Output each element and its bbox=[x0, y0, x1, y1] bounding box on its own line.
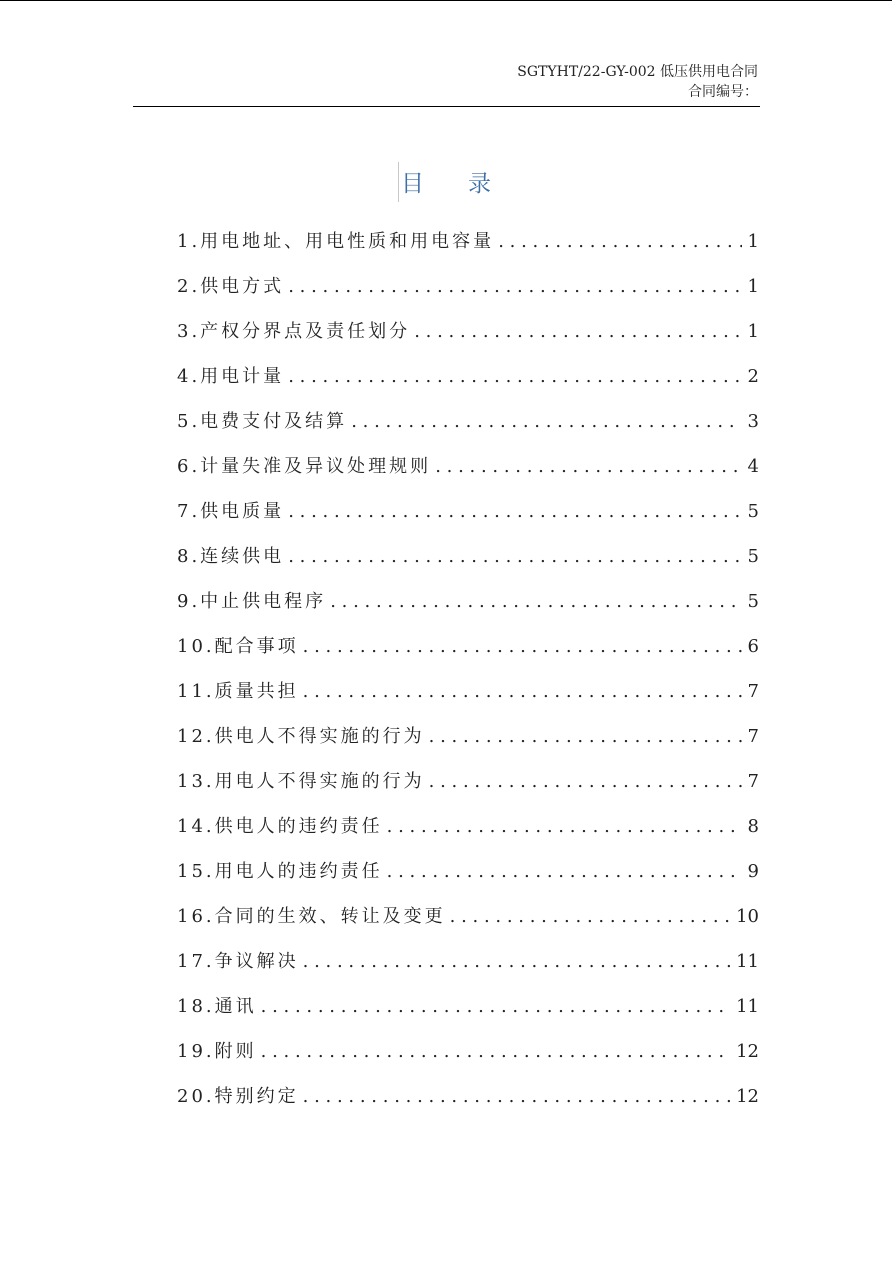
toc-entry-label: 3.产权分界点及责任划分 bbox=[177, 321, 411, 342]
toc-entry-label: 2.供电方式 bbox=[177, 276, 285, 297]
toc-entry-label: 15.用电人的违约责任 bbox=[177, 861, 383, 882]
toc-entry-page: 10 bbox=[736, 906, 759, 927]
toc-leader-dots bbox=[288, 357, 741, 397]
toc-entry[interactable] bbox=[177, 852, 759, 897]
toc-leader-dots bbox=[303, 942, 730, 982]
toc-entry-label: 9.中止供电程序 bbox=[177, 591, 327, 612]
toc-leader-dots bbox=[498, 222, 741, 262]
toc-entry[interactable] bbox=[177, 492, 759, 537]
toc-entry[interactable] bbox=[177, 1077, 759, 1122]
toc-leader-dots bbox=[387, 852, 742, 892]
toc-entry-label: 20.特别约定 bbox=[177, 1086, 299, 1107]
header-document-code: SGTYHT/22-GY-002 低压供用电合同 bbox=[517, 64, 758, 80]
toc-leader-dots bbox=[288, 537, 741, 577]
toc-leader-dots bbox=[303, 672, 742, 712]
toc-entry-page: 5 bbox=[747, 546, 759, 567]
toc-entry[interactable] bbox=[177, 447, 759, 492]
toc-entry-label: 11.质量共担 bbox=[177, 681, 299, 702]
toc-entry-page: 2 bbox=[747, 366, 759, 387]
toc-entry[interactable] bbox=[177, 897, 759, 942]
toc-entry-label: 1.用电地址、用电性质和用电容量 bbox=[177, 231, 495, 252]
toc-leader-dots bbox=[303, 627, 742, 667]
toc-leader-dots bbox=[288, 492, 741, 532]
toc-entry[interactable] bbox=[177, 807, 759, 852]
toc-entry[interactable] bbox=[177, 267, 759, 312]
toc-title-char-2: 录 bbox=[468, 171, 491, 197]
toc-entry[interactable] bbox=[177, 1032, 759, 1077]
toc-entry-label: 17.争议解决 bbox=[177, 951, 299, 972]
toc-entry-page: 9 bbox=[747, 861, 759, 882]
toc-entry[interactable] bbox=[177, 942, 759, 987]
toc-title bbox=[398, 162, 491, 202]
toc-entry[interactable] bbox=[177, 537, 759, 582]
toc-leader-dots bbox=[261, 1032, 730, 1072]
toc-leader-dots bbox=[261, 987, 730, 1027]
toc-leader-dots bbox=[435, 447, 741, 487]
toc-entry-page: 1 bbox=[747, 231, 759, 252]
toc-entry-page: 11 bbox=[736, 951, 759, 972]
top-border-line bbox=[0, 0, 892, 1]
toc-entry-label: 13.用电人不得实施的行为 bbox=[177, 771, 425, 792]
toc-leader-dots bbox=[429, 717, 742, 757]
toc-leader-dots bbox=[330, 582, 741, 622]
table-of-contents bbox=[177, 222, 759, 1122]
toc-entry[interactable] bbox=[177, 762, 759, 807]
toc-entry-page: 5 bbox=[747, 501, 759, 522]
toc-entry-label: 19.附则 bbox=[177, 1041, 257, 1062]
toc-entry-label: 12.供电人不得实施的行为 bbox=[177, 726, 425, 747]
toc-entry-label: 6.计量失准及异议处理规则 bbox=[177, 456, 432, 477]
toc-entry[interactable] bbox=[177, 357, 759, 402]
toc-leader-dots bbox=[351, 402, 741, 442]
toc-entry[interactable] bbox=[177, 987, 759, 1032]
toc-entry-page: 7 bbox=[747, 771, 759, 792]
toc-entry-label: 14.供电人的违约责任 bbox=[177, 816, 383, 837]
toc-entry-page: 7 bbox=[747, 681, 759, 702]
toc-leader-dots bbox=[288, 267, 741, 307]
toc-entry-page: 7 bbox=[747, 726, 759, 747]
toc-entry-label: 7.供电质量 bbox=[177, 501, 285, 522]
toc-entry-label: 18.通讯 bbox=[177, 996, 257, 1017]
toc-leader-dots bbox=[303, 1077, 730, 1117]
toc-entry-page: 12 bbox=[736, 1086, 759, 1107]
toc-entry[interactable] bbox=[177, 672, 759, 717]
toc-entry[interactable] bbox=[177, 717, 759, 762]
toc-entry-page: 1 bbox=[747, 276, 759, 297]
toc-title-char-1: 目 bbox=[401, 171, 424, 197]
toc-entry-page: 6 bbox=[747, 636, 759, 657]
toc-entry-label: 5.电费支付及结算 bbox=[177, 411, 348, 432]
toc-entry-label: 4.用电计量 bbox=[177, 366, 285, 387]
header-contract-number-label: 合同编号： bbox=[688, 84, 758, 100]
toc-leader-dots bbox=[387, 807, 742, 847]
toc-entry[interactable] bbox=[177, 582, 759, 627]
toc-leader-dots bbox=[414, 312, 741, 352]
toc-entry[interactable] bbox=[177, 402, 759, 447]
toc-entry-label: 8.连续供电 bbox=[177, 546, 285, 567]
toc-entry[interactable] bbox=[177, 627, 759, 672]
toc-entry-label: 16.合同的生效、转让及变更 bbox=[177, 906, 446, 927]
toc-entry-page: 12 bbox=[736, 1041, 759, 1062]
toc-entry-page: 5 bbox=[747, 591, 759, 612]
page-header bbox=[133, 62, 760, 107]
toc-entry-page: 4 bbox=[747, 456, 759, 477]
toc-leader-dots bbox=[429, 762, 742, 802]
toc-entry-page: 1 bbox=[747, 321, 759, 342]
toc-entry-page: 11 bbox=[736, 996, 759, 1017]
toc-entry-label: 10.配合事项 bbox=[177, 636, 299, 657]
toc-entry[interactable] bbox=[177, 222, 759, 267]
toc-entry-page: 3 bbox=[747, 411, 759, 432]
toc-entry[interactable] bbox=[177, 312, 759, 357]
toc-entry-page: 8 bbox=[747, 816, 759, 837]
toc-leader-dots bbox=[450, 897, 730, 937]
